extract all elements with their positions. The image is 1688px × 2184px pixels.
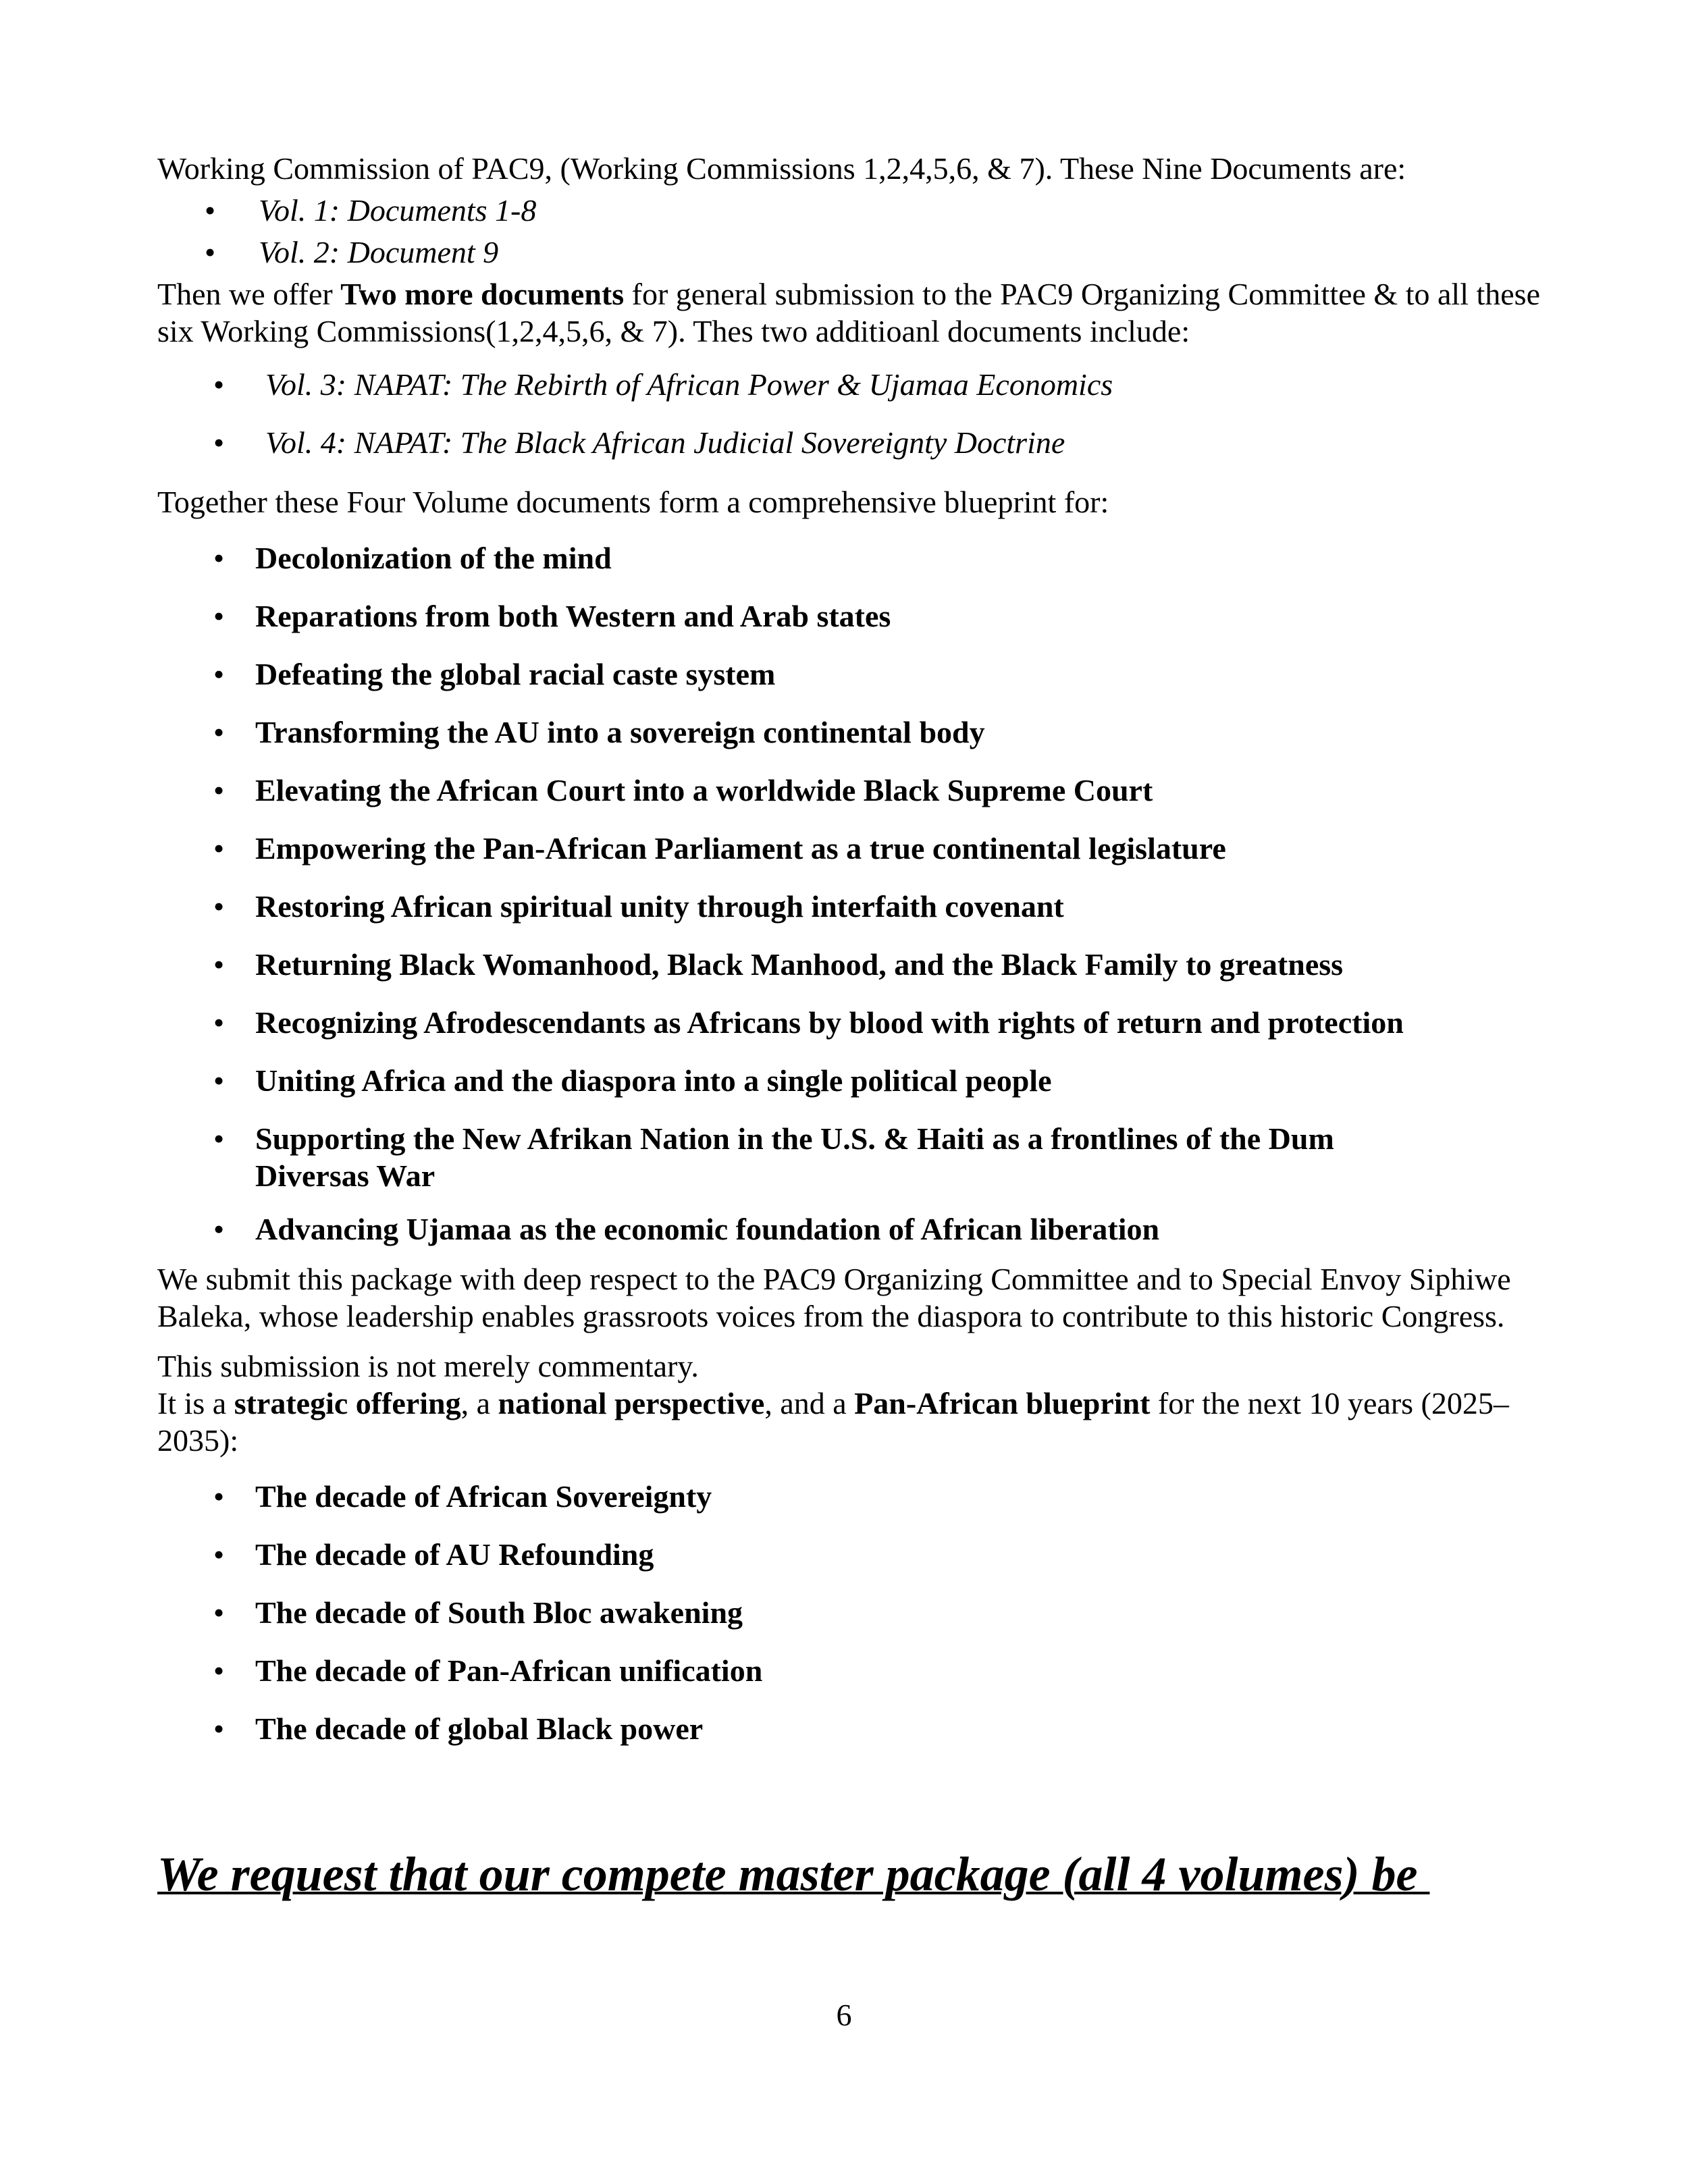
list-item: • Uniting Africa and the diaspora into a single political people bbox=[213, 1063, 1052, 1098]
request-heading: We request that our compete master package (all 4 volumes) be bbox=[157, 1847, 1430, 1901]
bullet-icon: • bbox=[213, 715, 225, 749]
bullet-icon: • bbox=[213, 773, 225, 807]
bullet-icon: • bbox=[213, 947, 225, 982]
bullet-icon: • bbox=[205, 235, 216, 269]
list-item: • Recognizing Afrodescendants as Africans by blood with rights of return and protection bbox=[213, 1005, 1404, 1040]
bullet-icon: • bbox=[213, 657, 225, 691]
list-item: • Vol. 3: NAPAT: The Rebirth of African Power & Ujamaa Economics bbox=[213, 367, 1113, 402]
list-item: • Vol. 4: NAPAT: The Black African Judicial Sovereignty Doctrine bbox=[213, 425, 1065, 460]
bullet-icon: • bbox=[205, 193, 216, 228]
page-number: 6 bbox=[836, 1998, 852, 2032]
list-item: • Defeating the global racial caste system bbox=[213, 657, 776, 691]
list-item: • The decade of Pan-African unification bbox=[213, 1653, 763, 1688]
list-item: • Restoring African spiritual unity through interfaith covenant bbox=[213, 889, 1064, 924]
bullet-icon: • bbox=[213, 1711, 225, 1746]
bullet-icon: • bbox=[213, 1653, 225, 1688]
list-item: • Reparations from both Western and Arab states bbox=[213, 599, 891, 633]
list-item: • Empowering the Pan-African Parliament as a true continental legislature bbox=[213, 831, 1226, 865]
bullet-icon: • bbox=[213, 889, 225, 924]
blueprint-list bbox=[157, 539, 1548, 1248]
list-item: • Decolonization of the mind bbox=[213, 541, 612, 575]
bullet-icon: • bbox=[213, 541, 225, 575]
bullet-icon: • bbox=[213, 1479, 225, 1514]
list-item: • The decade of South Bloc awakening bbox=[213, 1595, 743, 1630]
list-item: • The decade of AU Refounding bbox=[213, 1537, 654, 1572]
decade-list bbox=[157, 1478, 1548, 1747]
list-item: • Vol. 1: Documents 1-8 bbox=[205, 193, 537, 228]
bullet-icon: • bbox=[213, 599, 225, 633]
bullet-icon: • bbox=[213, 831, 225, 865]
list-item: • Advancing Ujamaa as the economic foundation of African liberation bbox=[213, 1212, 1160, 1246]
intro-paragraph: Working Commission of PAC9, (Working Commissions 1,2,4,5,6, & 7). These Nine Documents are: bbox=[157, 151, 1406, 186]
bullet-icon: • bbox=[213, 1063, 225, 1098]
together-paragraph: Together these Four Volume documents form a comprehensive blueprint for: bbox=[157, 485, 1109, 519]
list-item: • Vol. 2: Document 9 bbox=[205, 235, 499, 269]
two-documents-list bbox=[157, 366, 1548, 482]
list-item: • Supporting the New Afrikan Nation in the U.S. & Haiti as a frontlines of the Dum Diversas War bbox=[213, 1121, 1334, 1193]
bullet-icon: • bbox=[213, 1537, 225, 1572]
document-body bbox=[157, 150, 1548, 1747]
nine-documents-list bbox=[157, 192, 1548, 271]
list-item: • The decade of global Black power bbox=[213, 1711, 704, 1746]
list-item: • The decade of African Sovereignty bbox=[213, 1479, 712, 1514]
bullet-icon: • bbox=[213, 425, 225, 460]
not-merely-paragraph: This submission is not merely commentary. bbox=[157, 1349, 699, 1383]
strategic-paragraph: It is a strategic offering, a national perspective, and a Pan-African blueprint for the next 10 years (2025–2035): bbox=[157, 1386, 1509, 1458]
bullet-icon: • bbox=[213, 1121, 225, 1156]
bullet-icon: • bbox=[213, 1595, 225, 1630]
bullet-icon: • bbox=[213, 1212, 225, 1246]
list-item: • Returning Black Womanhood, Black Manhood, and the Black Family to greatness bbox=[213, 947, 1344, 982]
bullet-icon: • bbox=[213, 1005, 225, 1040]
list-item: • Transforming the AU into a sovereign continental body bbox=[213, 715, 985, 749]
list-item: • Elevating the African Court into a worldwide Black Supreme Court bbox=[213, 773, 1153, 807]
submit-paragraph: We submit this package with deep respect to the PAC9 Organizing Committee and to Special Envoy Siphiwe Baleka, whose leadership enables grassroots voices from the diaspora to contribute to this historic Congress. bbox=[157, 1262, 1511, 1333]
bullet-icon: • bbox=[213, 367, 225, 402]
two-more-documents-paragraph: Then we offer Two more documents for general submission to the PAC9 Organizing Committee & to all these six Working Commissions(1,2,4,5,6, & 7). Thes two additioanl documents include: bbox=[157, 277, 1540, 348]
